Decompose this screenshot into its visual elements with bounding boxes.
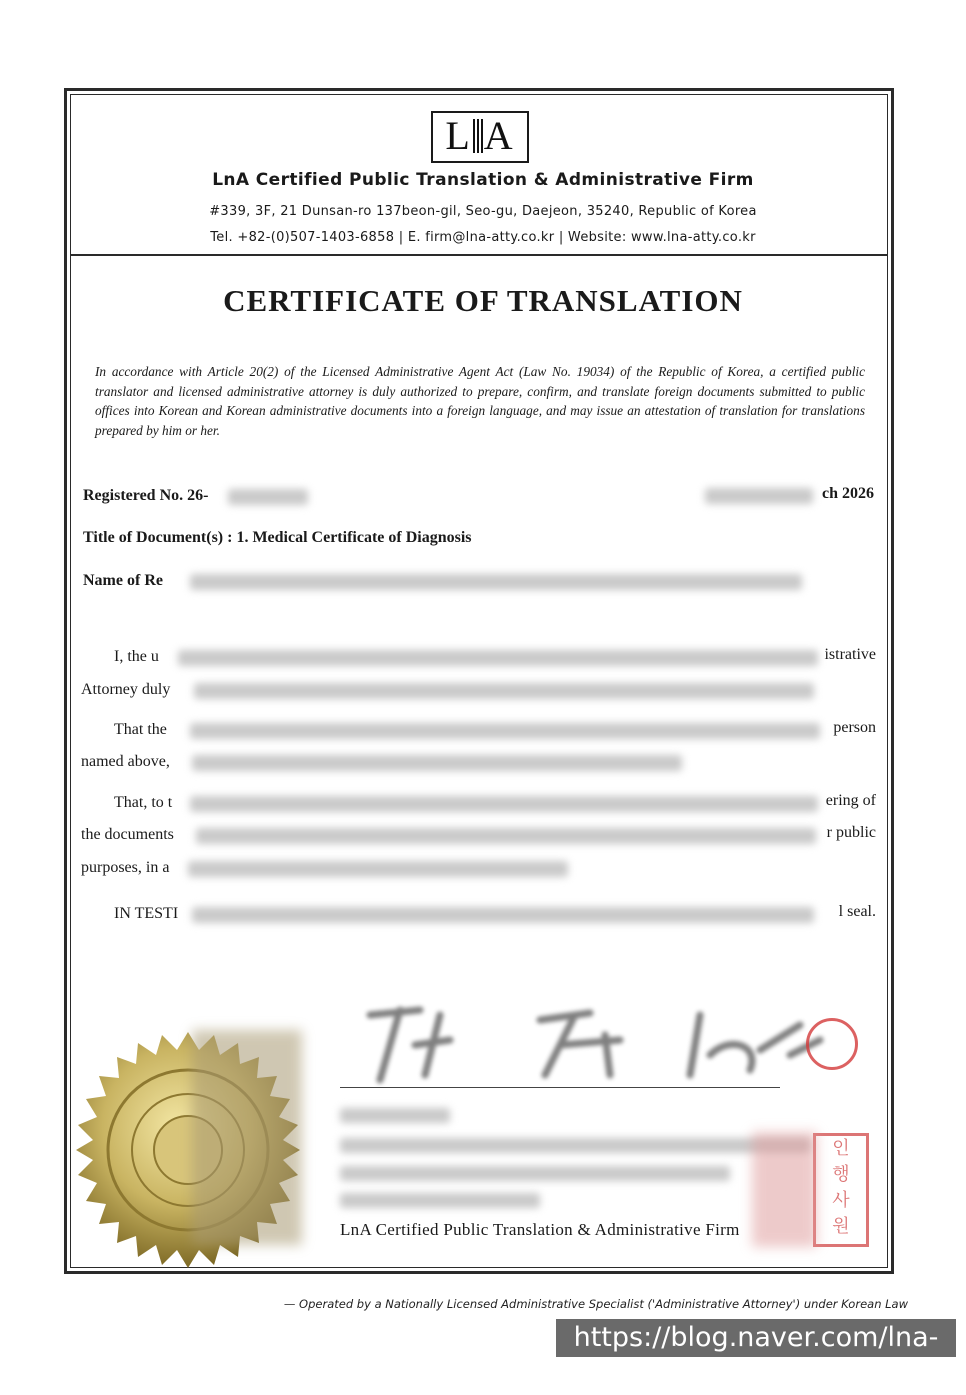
header-divider [70,254,888,256]
firm-signature-name: LnA Certified Public Translation & Administrative Firm [340,1220,740,1239]
redacted-signer-name [340,1108,450,1123]
body-p3-line2-end: r public [826,824,876,841]
redacted-requester-name [190,574,802,590]
body-p3-end: ering of [825,792,876,809]
blog-watermark: https://blog.naver.com/lna-atty [556,1319,956,1357]
firm-name: LnA Certified Public Translation & Administrative Firm [212,170,754,190]
legal-intro-paragraph: In accordance with Article 20(2) of the Licensed Administrative Agent Act (Law No. 19034) of the Republic of Korea, a certified public translator and licensed administrative attorney is duly authorized to prepare, confirm, and translate foreign documents submitted to public offices into Korean and Korean administrative documents into a foreign language, and may issue an attestation of translation for translations prepared by him or her. [95,364,865,438]
redacted-body-p3 [190,796,818,812]
body-p2-start: That the [114,721,167,738]
body-p1-line2: Attorney duly [81,681,171,698]
body-p2-line2: named above, [81,753,170,770]
redacted-body-p3-line3 [188,861,568,877]
body-p3-line3: purposes, in a [81,859,170,876]
redacted-seal-area [192,1030,302,1245]
certificate-title: CERTIFICATE OF TRANSLATION [223,283,743,318]
firm-address: #339, 3F, 21 Dunsan-ro 137beon-gil, Seo-gu, Daejeon, 35240, Republic of Korea [209,204,757,219]
redacted-signer-license [340,1166,730,1181]
redacted-body-p1 [178,650,818,666]
operated-by-note: — Operated by a Nationally Licensed Administrative Specialist ('Administrative Attorney') under Korean Law [283,1297,908,1311]
redacted-body-p3-line2 [196,828,816,844]
redacted-signer-number [340,1193,540,1208]
body-p3-line2-start: the documents [81,826,174,843]
body-p3-start: That, to t [114,794,173,811]
body-p1-start: I, the u [114,648,159,665]
body-p1-end: istrative [824,646,876,663]
redacted-registered-number [228,489,308,505]
firm-logo: L A [431,111,529,163]
body-p4-start: IN TESTI [114,905,179,922]
body-p2-end: person [833,719,876,736]
body-p4-end: l seal. [838,903,876,920]
redacted-body-p2 [190,723,820,739]
signature-line [340,1087,780,1088]
redacted-body-p1-line2 [194,683,814,699]
redacted-body-p2-line2 [192,755,682,771]
issue-date: ch 2026 [822,485,874,502]
redacted-date [705,488,813,504]
firm-contact: Tel. +82-(0)507-1403-6858 | E. firm@lna-atty.co.kr | Website: www.lna-atty.co.kr [210,230,756,245]
registered-number: Registered No. 26- [83,487,209,504]
square-red-stamp-icon: 인 행 사 원 [813,1133,869,1247]
redacted-body-p4 [192,907,814,923]
redacted-signer-title [340,1138,810,1153]
document-title-field: Title of Document(s) : 1. Medical Certificate of Diagnosis [83,529,472,546]
requester-name-field: Name of Re [83,572,163,589]
round-red-stamp-icon [806,1018,858,1070]
handwritten-signature [360,995,830,1090]
redacted-stamp-area [752,1132,817,1247]
